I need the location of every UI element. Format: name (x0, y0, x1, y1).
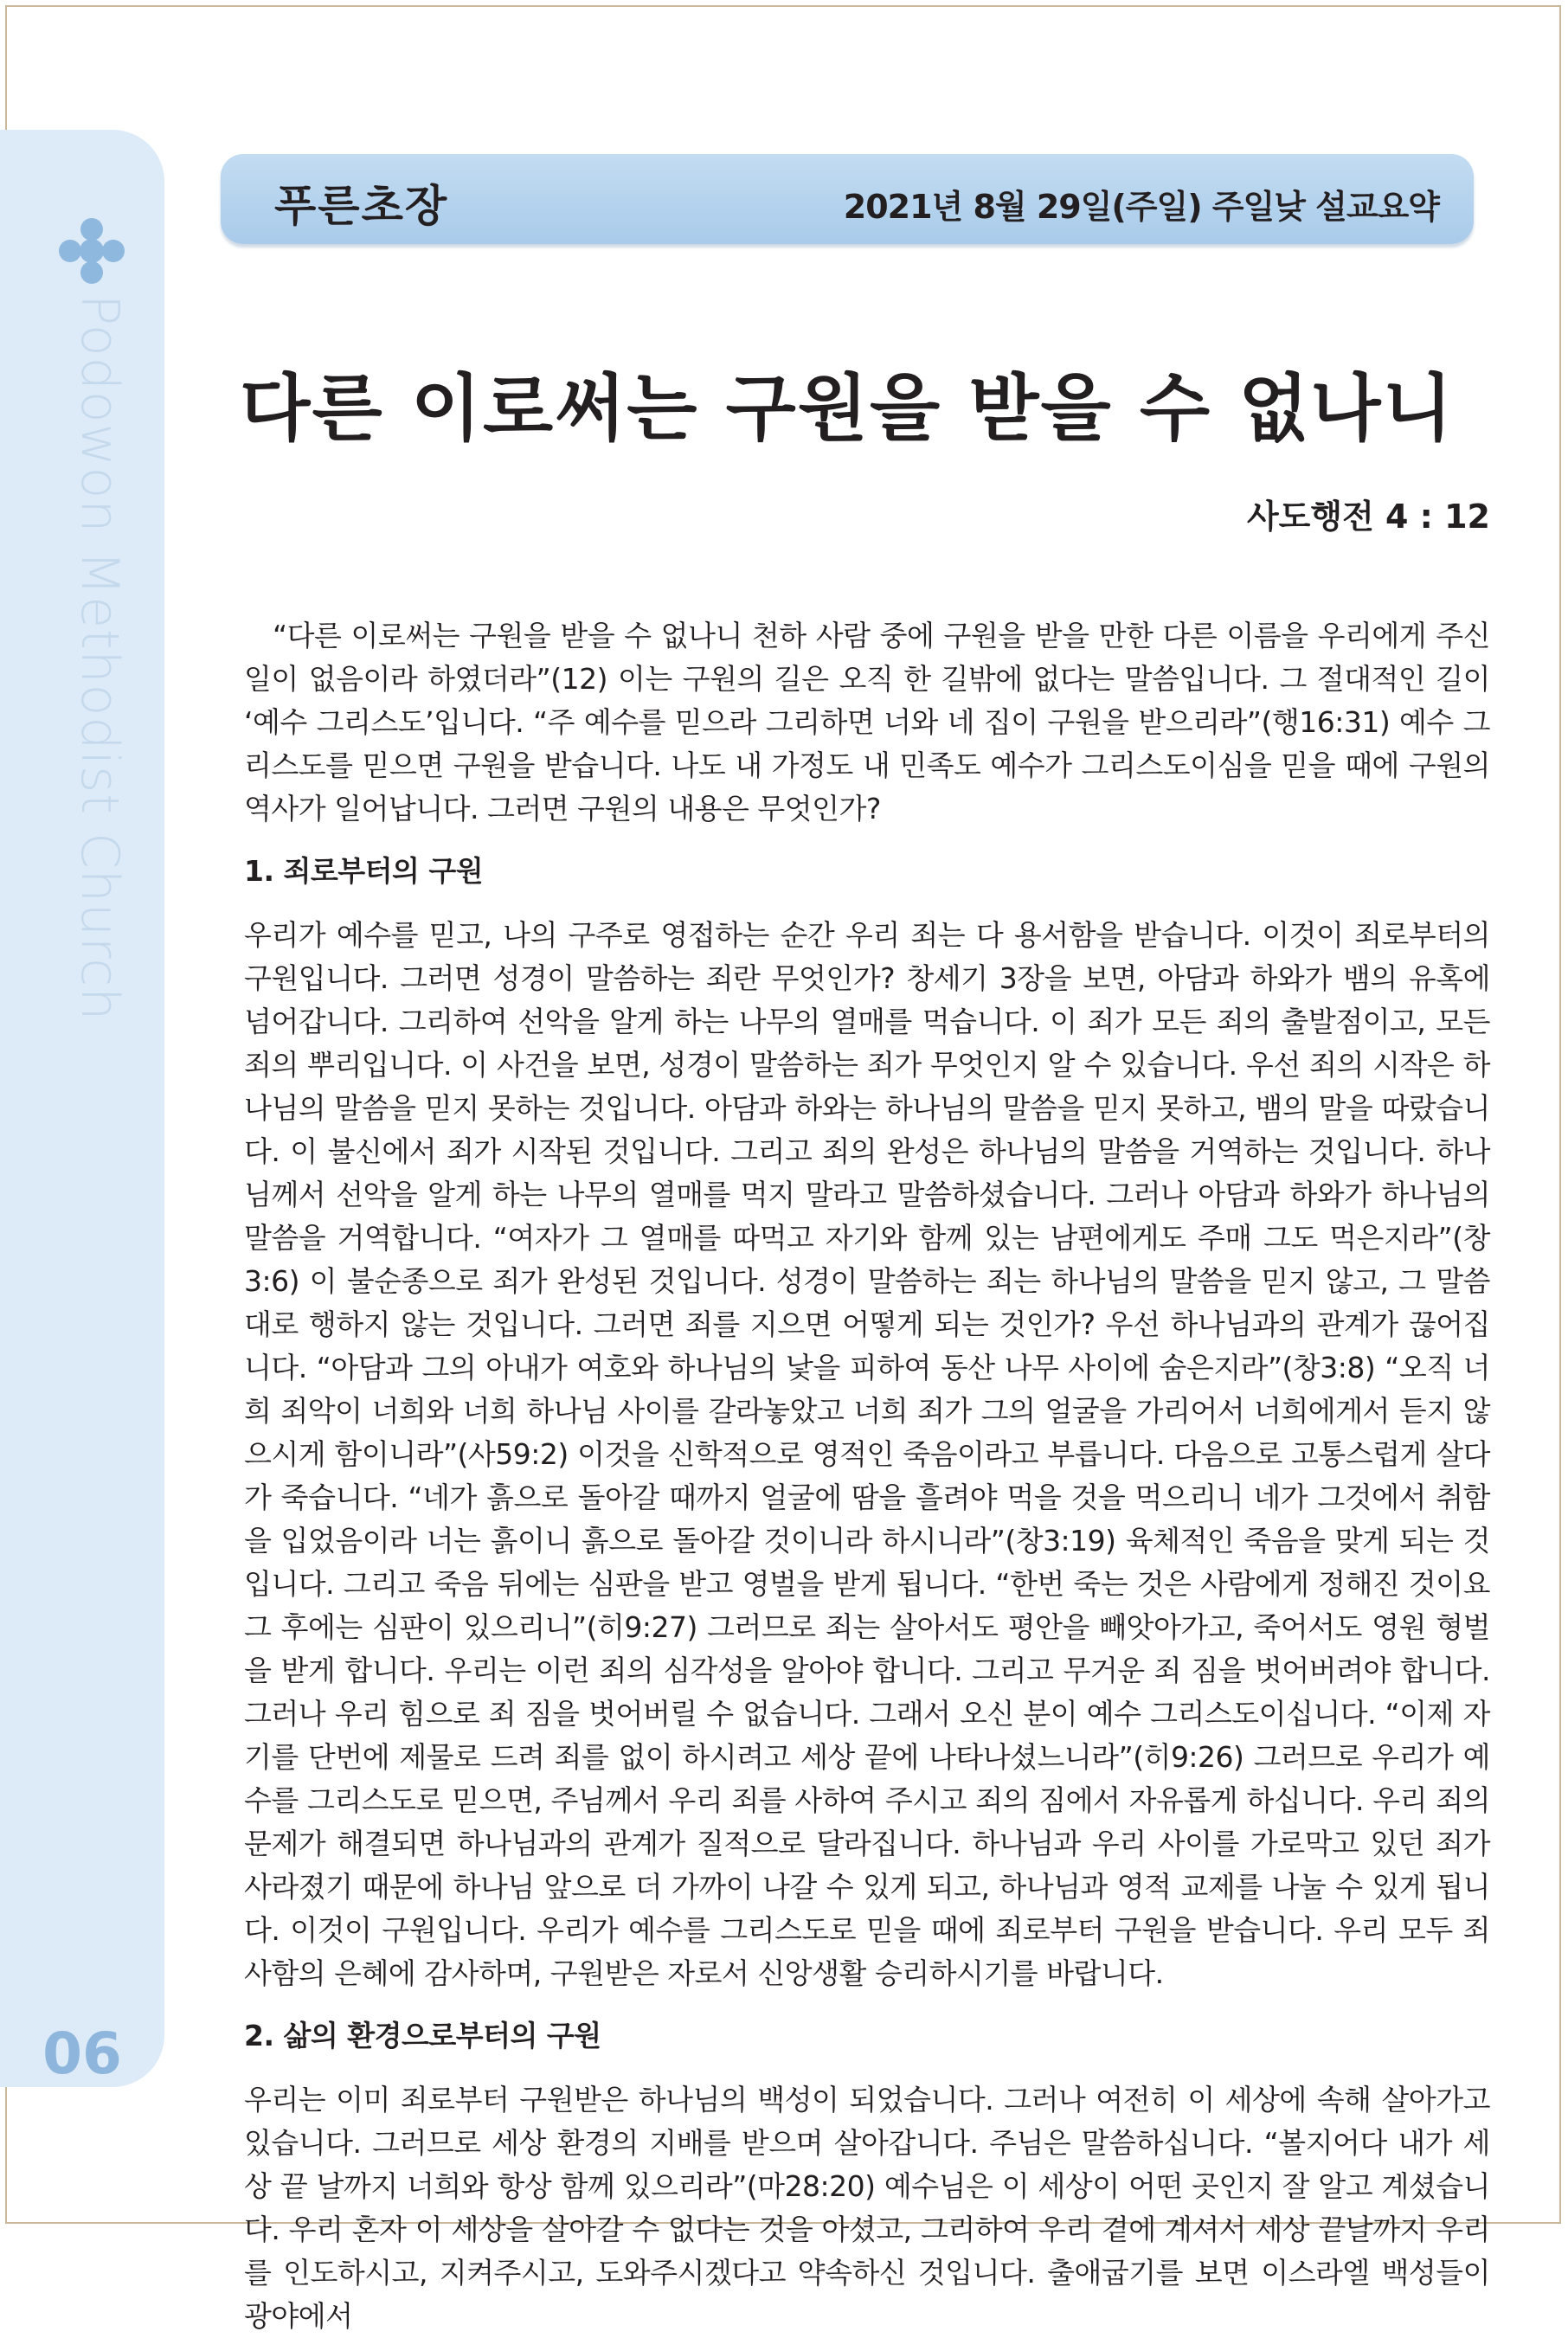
sermon-date: 2021년 8월 29일(주일) 주일낮 설교요약 (843, 188, 1439, 226)
cross-icon (59, 218, 125, 284)
section-heading-2: 2. 삶의 환경으로부터의 구원 (244, 2019, 601, 2052)
section-paragraph-1: 우리가 예수를 믿고, 나의 구주로 영접하는 순간 우리 죄는 다 용서함을 받습니다. 이것이 죄로부터의 구원입니다. 그러면 성경이 말씀하는 죄란 무엇인가? 창세기 3장을 보면, 아담과 하와가 뱀의 유혹에 넘어갑니다. 그리하여 선악을 알게 하는 나무의 열매를 먹습니다. 이 죄가 모든 죄의 출발점이고, 모든 죄의 뿌리입니다. 이 사건을 보면, 성경이 말씀하는 죄가 무엇인지 알 수 있습니다. 우선 죄의 시작은 하나님의 말씀을 믿지 못하는 것입니다. 아담과 하와는 하나님의 말씀을 믿지 못하고, 뱀의 말을 따랐습니다. 이 불신에서 죄가 시작된 것입니다. 그리고 죄의 완성은 하나님의 말씀을 거역하는 것입니다. 하나님께서 선악을 알게 하는 나무의 열매를 먹지 말라고 말씀하셨습니다. 그러나 아담과 하와가 하나님의 말씀을 거역합니다. “여자가 그 열매를 따먹고 자기와 함께 있는 남편에게도 주매 그도 먹은지라”(창3:6) 이 불순종으로 죄가 완성된 것입니다. 성경이 말씀하는 죄는 하나님의 말씀을 믿지 않고, 그 말씀대로 행하지 않는 것입니다. 그러면 죄를 지으면 어떻게 되는 것인가? 우선 하나님과의 관계가 끊어집니다. “아담과 그의 아내가 여호와 하나님의 낯을 피하여 동산 나무 사이에 숨은지라”(창3:8) “오직 너희 죄악이 너희와 너희 하나님 사이를 갈라놓았고 너희 죄가 그의 얼굴을 가리어서 너희에게서 듣지 않으시게 함이니라”(사59:2) 이것을 신학적으로 영적인 죽음이라고 부릅니다. 다음으로 고통스럽게 살다가 죽습니다. “네가 흙으로 돌아갈 때까지 얼굴에 땀을 흘려야 먹을 것을 먹으리니 네가 그것에서 취함을 입었음이라 너는 흙이니 흙으로 돌아갈 것이니라 하시니라”(창3:19) 육체적인 죽음을 맞게 되는 것입니다. 그리고 죽음 뒤에는 심판을 받고 영벌을 받게 됩니다. “한번 죽는 것은 사람에게 정해진 것이요 그 후에는 심판이 있으리니”(히9:27) 그러므로 죄는 살아서도 평안을 빼앗아가고, 죽어서도 영원 형벌을 받게 합니다. 우리는 이런 죄의 심각성을 알아야 합니다. 그리고 무거운 죄 짐을 벗어버려야 합니다. 그러나 우리 힘으로 죄 짐을 벗어버릴 수 없습니다. 그래서 오신 분이 예수 그리스도이십니다. “이제 자기를 단번에 제물로 드려 죄를 없이 하시려고 세상 끝에 나타나셨느니라”(히9:26) 그러므로 우리가 예수를 그리스도로 믿으면, 주님께서 우리 죄를 사하여 주시고 죄의 짐에서 자유롭게 하십니다. 우리 죄의 문제가 해결되면 하나님과의 관계가 질적으로 달라집니다. 하나님과 우리 사이를 가로막고 있던 죄가 사라졌기 때문에 하나님 앞으로 더 가까이 나갈 수 있게 되고, 하나님과 영적 교제를 나눌 수 있게 됩니다. 이것이 구원입니다. 우리가 예수를 그리스도로 믿을 때에 죄로부터 구원을 받습니다. 우리 모두 죄 사함의 은혜에 감사하며, 구원받은 자로서 신앙생활 승리하시기를 바랍니다. (244, 918, 1490, 1990)
intro-paragraph: “다른 이로써는 구원을 받을 수 없나니 천하 사람 중에 구원을 받을 만한 다른 이름을 우리에게 주신 일이 없음이라 하였더라”(12) 이는 구원의 길은 오직 한 길밖에 없다는 말씀입니다. 그 절대적인 길이 ‘예수 그리스도’입니다. “주 예수를 믿으라 그리하면 너와 네 집이 구원을 받으리라”(행16:31) 예수 그리스도를 믿으면 구원을 받습니다. 나도 내 가정도 내 민족도 예수가 그리스도이심을 믿을 때에 구원의 역사가 일어납니다. 그러면 구원의 내용은 무엇인가? (244, 619, 1490, 825)
section-heading-1: 1. 죄로부터의 구원 (244, 854, 484, 888)
sermon-title: 다른 이로써는 구원을 받을 수 없나니 (240, 365, 1455, 451)
church-name: Podowon Methodist Church (69, 294, 130, 1022)
scripture-reference: 사도행전 4 : 12 (1246, 498, 1490, 536)
page-number: 06 (42, 2020, 122, 2087)
sermon-body (244, 614, 1490, 2338)
sidebar (0, 130, 164, 2087)
section-paragraph-2: 우리는 이미 죄로부터 구원받은 하나님의 백성이 되었습니다. 그러나 여전히 이 세상에 속해 살아가고 있습니다. 그러므로 세상 환경의 지배를 받으며 살아갑니다. 주님은 말씀하십니다. “볼지어다 내가 세상 끝 날까지 너희와 항상 함께 있으리라”(마28:20) 예수님은 이 세상이 어떤 곳인지 잘 알고 계셨습니다. 우리 혼자 이 세상을 살아갈 수 없다는 것을 아셨고, 그리하여 우리 곁에 계셔서 세상 끝날까지 우리를 인도하시고, 지켜주시고, 도와주시겠다고 약속하신 것입니다. 출애굽기를 보면 이스라엘 백성들이 광야에서 (244, 2083, 1490, 2333)
column-title: 푸른초장 (274, 181, 449, 231)
header-bar (221, 154, 1474, 244)
